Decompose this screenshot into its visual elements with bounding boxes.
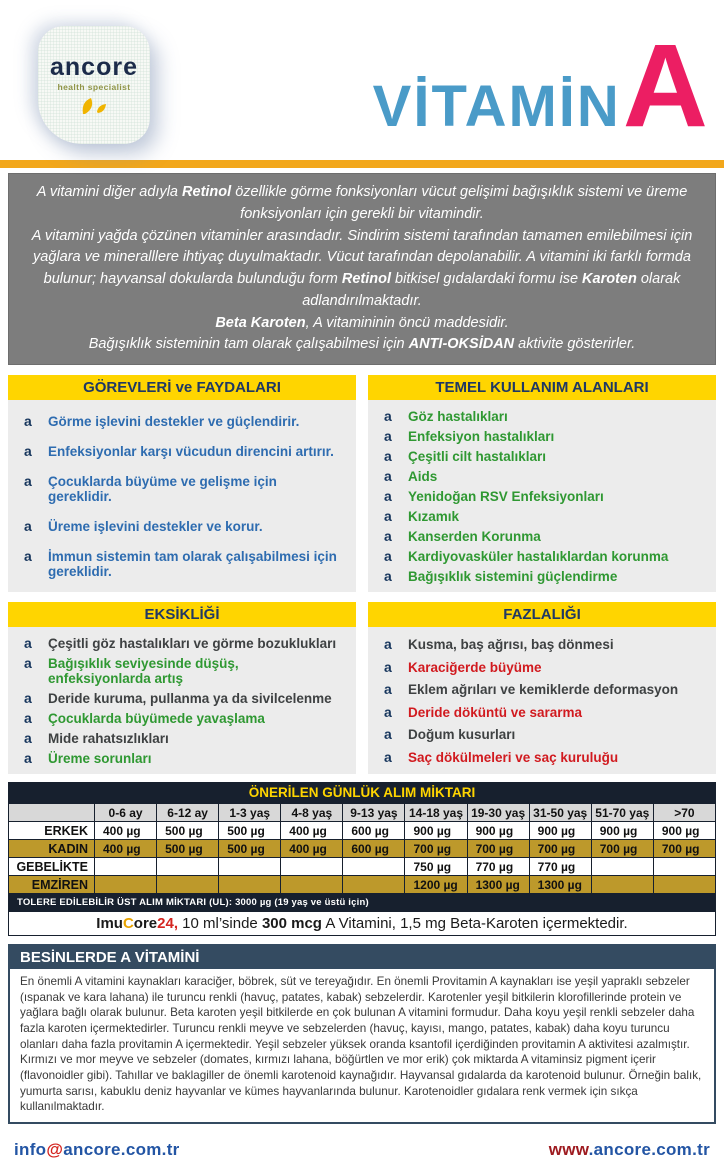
- table-cell: [157, 876, 219, 894]
- list-item: [376, 566, 708, 586]
- title-vitamin: VİTAMİN: [372, 74, 621, 139]
- column-header: 31-50 yaş: [529, 804, 591, 822]
- page-title: [373, 18, 708, 154]
- bullet-a-icon: a: [24, 518, 32, 534]
- text-segment: Beta Karoten: [215, 314, 306, 331]
- section-items: [8, 400, 356, 592]
- upper-limit-note: TOLERE EDİLEBİLİR ÜST ALIM MİKTARI (UL): 3000 µg (19 yaş ve üstü için): [8, 894, 716, 912]
- intro-line: [23, 182, 701, 226]
- table-cell: 700 µg: [529, 840, 591, 858]
- list-item-text: Eklem ağrıları ve kemiklerde deformasyon: [408, 682, 679, 698]
- list-item-text: Deride kuruma, pullanma ya da sivilcelenme: [48, 691, 332, 706]
- logo-brand-text: ancore: [50, 52, 138, 81]
- list-item: [376, 446, 708, 466]
- table-cell: 400 µg: [95, 840, 157, 858]
- list-item-text: Kanserden Korunma: [408, 529, 541, 544]
- bullet-a-icon: a: [384, 428, 392, 444]
- bullet-a-icon: a: [24, 750, 32, 766]
- section-items: [368, 627, 716, 774]
- table-title: ÖNERİLEN GÜNLÜK ALIM MİKTARI: [8, 782, 716, 803]
- list-item-text: Çocuklarda büyüme ve gelişme için gereklidir.: [48, 474, 277, 504]
- text-segment: 300 mcg: [261, 915, 322, 932]
- column-header: 4-8 yaş: [281, 804, 343, 822]
- table-header-row: [9, 804, 716, 822]
- bullet-a-icon: a: [24, 690, 32, 706]
- table-cell: [343, 858, 405, 876]
- list-item: [376, 526, 708, 546]
- list-item-text: Karaciğerde büyüme: [408, 659, 542, 675]
- deficiency-row: [8, 602, 716, 774]
- bullet-a-icon: a: [384, 508, 392, 524]
- table-cell: 500 µg: [157, 840, 219, 858]
- table-cell: [219, 876, 281, 894]
- text-segment: bitkisel gıdalardaki formu ise: [391, 271, 583, 287]
- bullet-a-icon: a: [384, 408, 392, 424]
- table-cell: 500 µg: [157, 822, 219, 840]
- bullet-a-icon: a: [384, 681, 392, 698]
- section-title: GÖREVLERİ ve FAYDALARI: [8, 375, 356, 400]
- table-cell: [157, 858, 219, 876]
- text-segment: Retinol: [341, 271, 392, 287]
- divider-bar: [0, 160, 724, 168]
- text-segment: aktivite gösterirler.: [514, 336, 636, 353]
- table-cell: 1300 µg: [529, 876, 591, 894]
- table-corner-cell: [9, 804, 95, 822]
- text-segment: ore: [133, 915, 158, 932]
- imucore-note: [8, 912, 716, 936]
- bullet-a-icon: a: [384, 703, 392, 720]
- list-item: [376, 426, 708, 446]
- list-item: [376, 724, 708, 744]
- text-segment: A Vitamini, 1,5 mg Beta-Karoten içermektedir.: [321, 915, 628, 932]
- table-cell: 700 µg: [467, 840, 529, 858]
- list-item-text: Göz hastalıkları: [408, 409, 508, 424]
- text-segment: , A vitamininin öncü maddesidir.: [305, 314, 509, 331]
- table-cell: 700 µg: [591, 840, 653, 858]
- column-header: >70: [653, 804, 715, 822]
- table-row: [9, 822, 716, 840]
- table-cell: [653, 858, 715, 876]
- row-label: EMZİREN: [9, 876, 95, 894]
- section-items: [368, 400, 716, 592]
- table-cell: 900 µg: [467, 822, 529, 840]
- section-title: EKSİKLİĞİ: [8, 602, 356, 627]
- table-cell: 900 µg: [653, 822, 715, 840]
- header: [0, 0, 724, 160]
- bullet-a-icon: a: [384, 468, 392, 484]
- column-header: 1-3 yaş: [219, 804, 281, 822]
- list-item-text: Çeşitli göz hastalıkları ve görme bozuklukları: [48, 636, 337, 651]
- daily-intake-table: [8, 782, 716, 936]
- table-cell: 750 µg: [405, 858, 467, 876]
- bullet-a-icon: a: [384, 658, 392, 675]
- text-segment: @: [46, 1140, 64, 1160]
- list-item-text: Üreme sorunları: [48, 751, 152, 766]
- text-segment: Karoten: [582, 271, 637, 287]
- leaf-icon: [77, 96, 111, 116]
- list-item: [376, 657, 708, 677]
- title-letter-a: A: [622, 20, 708, 152]
- bullet-a-icon: a: [24, 730, 32, 746]
- list-item-text: Saç dökülmeleri ve saç kuruluğu: [408, 749, 619, 765]
- list-item-text: İmmun sistemin tam olarak çalışabilmesi için gereklidir.: [48, 549, 337, 579]
- text-segment: olarak adlandırılmaktadır.: [302, 271, 681, 309]
- text-segment: ANTI-OKSİDAN: [408, 336, 515, 353]
- list-item-text: Aids: [408, 469, 438, 484]
- bullet-a-icon: a: [384, 488, 392, 504]
- text-segment: .ancore.com.tr: [588, 1140, 710, 1160]
- website-link[interactable]: [549, 1140, 710, 1160]
- table-cell: 770 µg: [529, 858, 591, 876]
- intake-table: [8, 803, 716, 894]
- bullet-a-icon: a: [384, 448, 392, 464]
- email-link[interactable]: [14, 1140, 180, 1160]
- table-cell: 700 µg: [653, 840, 715, 858]
- table-row: [9, 858, 716, 876]
- list-item-text: Deride döküntü ve sararma: [408, 704, 583, 720]
- table-row: [9, 840, 716, 858]
- list-item: [376, 679, 708, 699]
- list-item-text: Mide rahatsızlıkları: [48, 731, 169, 746]
- list-item-text: Bağışıklık seviyesinde düşüş, enfeksiyonlarda artış: [48, 656, 239, 686]
- bullet-a-icon: a: [384, 568, 392, 584]
- table-cell: 600 µg: [343, 822, 405, 840]
- list-item: [16, 546, 348, 581]
- table-cell: [95, 876, 157, 894]
- list-item: [16, 708, 348, 728]
- bullet-a-icon: a: [384, 636, 392, 653]
- section-gorevleri: [8, 375, 356, 592]
- table-cell: [95, 858, 157, 876]
- logo-tagline: health specialist: [57, 81, 131, 92]
- column-header: 14-18 yaş: [405, 804, 467, 822]
- list-item-text: Görme işlevini destekler ve güçlendirir.: [48, 414, 300, 429]
- section-temel-kullanim: [368, 375, 716, 592]
- table-cell: 900 µg: [405, 822, 467, 840]
- table-cell: [281, 876, 343, 894]
- list-item: [16, 516, 348, 536]
- food-sources-body: En önemli A vitamini kaynakları karaciğer, böbrek, süt ve tereyağıdır. En önemli Provitamin A kaynakları ise yeşil yapraklı sebzeler (ıspanak ve kara lahana) ile turuncu renkli (havuç, patates, kabak) sebzelerdir. Karotenler yeşil bitkilerin klorofillerinde protein ve yağlara bağlı olarak bulunur. Beta karoten yeşil bitkilerde en çok bulunan A vitamini formudur. Daha koyu yeşil renkli sebzeler daha fazla karoten içermektedirler. Turuncu renkli meyve ve sebzelerden (havuç, kayısı, mango, patates, kabak) daha koyu turuncu olanları daha fazla provitamin A içermektedir. Yeşil sebzeler yüksek oranda ksantofil içerdiğinden provitamin A aktivitesi azalmıştır. Kırmızı ve mor meyve ve sebzeler (domates, kırmızı lahana, böğürtlen ve mor erik) çok miktarda A vitaminsiz pigment içerir (flavonoidler gibi). Tahıllar ve baklagiller de önemli karotenoid kaynağıdır. Hayvansal gıdalarda da karotenoid bulunur. Örneğin balık, yumurta sarısı, kabuklu deniz hayvanlar ve kümes hayvanlarında bulunur. Karotenoidler gıdalara renk vermek için sıkça kullanılmaktadır.: [20, 975, 702, 1114]
- section-title: FAZLALIĞI: [368, 602, 716, 627]
- list-item-text: Kusma, baş ağrısı, baş dönmesi: [408, 637, 614, 653]
- intro-paragraph: [8, 173, 716, 365]
- section-title: TEMEL KULLANIM ALANLARI: [368, 375, 716, 400]
- bullet-a-icon: a: [24, 443, 32, 459]
- text-segment: 24,: [157, 915, 178, 932]
- text-segment: info: [14, 1140, 47, 1160]
- bullet-a-icon: a: [24, 473, 32, 489]
- table-cell: 400 µg: [281, 840, 343, 858]
- list-item: [16, 728, 348, 748]
- table-cell: 900 µg: [529, 822, 591, 840]
- intro-line: [23, 313, 701, 335]
- intro-line: [23, 226, 701, 313]
- text-segment: A vitamini diğer adıyla: [36, 184, 183, 200]
- bullet-a-icon: a: [384, 748, 392, 765]
- row-label: KADIN: [9, 840, 95, 858]
- table-cell: 400 µg: [281, 822, 343, 840]
- list-item: [16, 748, 348, 768]
- table-cell: [219, 858, 281, 876]
- ancore-logo: [38, 26, 150, 144]
- list-item: [16, 653, 348, 688]
- text-segment: C: [122, 915, 134, 932]
- text-segment: özellikle görme fonksiyonları vücut gelişimi bağışıklık sistemi ve üreme fonksiyonları için gerekli bir vitamindir.: [231, 184, 688, 222]
- column-header: 19-30 yaş: [467, 804, 529, 822]
- row-label: ERKEK: [9, 822, 95, 840]
- list-item: [376, 486, 708, 506]
- list-item: [16, 471, 348, 506]
- list-item-text: Doğum kusurları: [408, 727, 516, 743]
- list-item: [376, 466, 708, 486]
- table-cell: 1300 µg: [467, 876, 529, 894]
- bullet-a-icon: a: [384, 726, 392, 743]
- list-item-text: Çeşitli cilt hastalıkları: [408, 449, 547, 464]
- table-row: [9, 876, 716, 894]
- footer: [14, 1140, 710, 1160]
- table-cell: 1200 µg: [405, 876, 467, 894]
- table-cell: 770 µg: [467, 858, 529, 876]
- table-cell: [591, 876, 653, 894]
- text-segment: ancore.com.tr: [63, 1140, 180, 1160]
- column-header: 9-13 yaş: [343, 804, 405, 822]
- table-cell: 500 µg: [219, 822, 281, 840]
- text-segment: A vitamini yağda çözünen vitaminler arasındadır. Sindirim sistemi tarafından tamamen emilebilmesi için yağlara ve mineralllere ihtiyaç duyulmaktadır. Vücut tarafından depolanabilir. A vitamini iki farklı formda bulunur; hayvansal dokularda bulunduğu form: [31, 227, 693, 287]
- list-item: [16, 441, 348, 461]
- bullet-a-icon: a: [24, 548, 32, 564]
- text-segment: 10 ml’sinde: [178, 915, 262, 932]
- food-sources-title: BESİNLERDE A VİTAMİNİ: [10, 946, 714, 969]
- list-item-text: Enfeksiyonlar karşı vücudun direncini artırır.: [48, 444, 334, 459]
- bullet-a-icon: a: [384, 548, 392, 564]
- bullet-a-icon: a: [24, 413, 32, 429]
- table-cell: [653, 876, 715, 894]
- table-cell: [343, 876, 405, 894]
- list-item-text: Bağışıklık sistemini güçlendirme: [408, 569, 618, 584]
- list-item-text: Üreme işlevini destekler ve korur.: [48, 519, 263, 534]
- list-item: [376, 406, 708, 426]
- section-eksikligi: [8, 602, 356, 774]
- table-cell: [591, 858, 653, 876]
- bullet-a-icon: a: [24, 635, 32, 651]
- text-segment: www: [548, 1140, 589, 1160]
- list-item: [16, 688, 348, 708]
- section-items: [8, 627, 356, 774]
- list-item-text: Yenidoğan RSV Enfeksiyonları: [408, 489, 604, 504]
- section-fazlaligi: [368, 602, 716, 774]
- table-cell: 400 µg: [95, 822, 157, 840]
- list-item-text: Çocuklarda büyümede yavaşlama: [48, 711, 265, 726]
- column-header: 0-6 ay: [95, 804, 157, 822]
- bullet-a-icon: a: [24, 710, 32, 726]
- table-cell: 700 µg: [405, 840, 467, 858]
- table-cell: [281, 858, 343, 876]
- row-label: GEBELİKTE: [9, 858, 95, 876]
- list-item: [376, 702, 708, 722]
- column-header: 6-12 ay: [157, 804, 219, 822]
- text-segment: Bağışıklık sisteminin tam olarak çalışabilmesi için: [88, 336, 409, 353]
- intro-line: [23, 334, 701, 356]
- list-item: [16, 633, 348, 653]
- text-segment: Imu: [96, 915, 123, 932]
- list-item: [16, 411, 348, 431]
- table-cell: 900 µg: [591, 822, 653, 840]
- list-item: [376, 747, 708, 767]
- text-segment: Retinol: [182, 184, 232, 200]
- list-item-text: Enfeksiyon hastalıkları: [408, 429, 555, 444]
- column-header: 51-70 yaş: [591, 804, 653, 822]
- list-item: [376, 506, 708, 526]
- bullet-a-icon: a: [384, 528, 392, 544]
- list-item: [376, 546, 708, 566]
- bullet-a-icon: a: [24, 655, 32, 671]
- list-item: [376, 634, 708, 654]
- table-cell: 500 µg: [219, 840, 281, 858]
- benefits-row: [8, 375, 716, 592]
- food-sources-section: [8, 944, 716, 1124]
- list-item-text: Kızamık: [408, 509, 460, 524]
- list-item-text: Kardiyovasküler hastalıklardan korunma: [408, 549, 669, 564]
- table-cell: 600 µg: [343, 840, 405, 858]
